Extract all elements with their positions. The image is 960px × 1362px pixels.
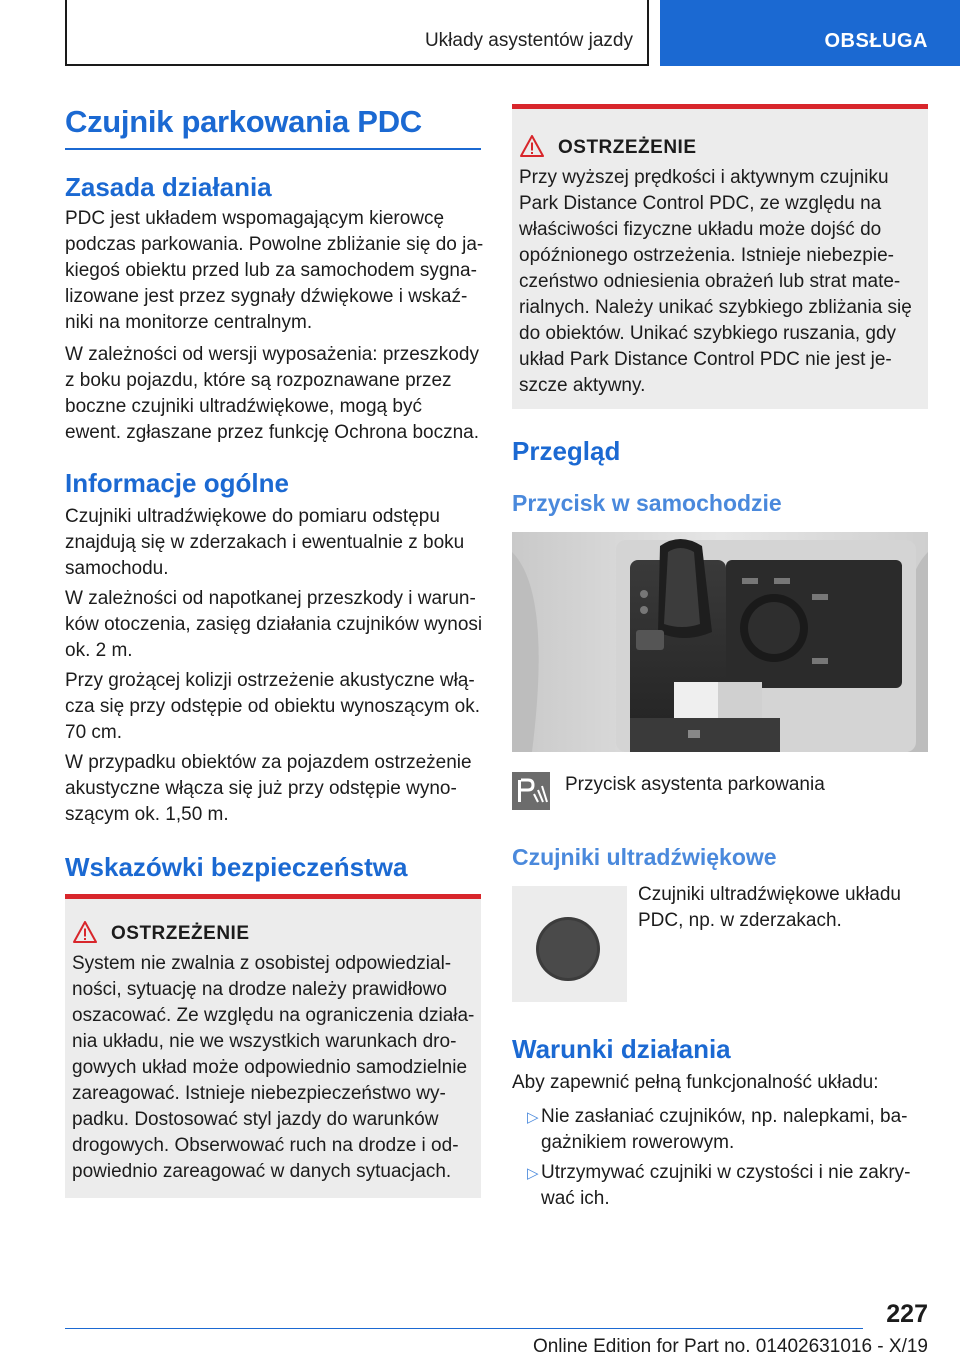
page-number: 227	[886, 1300, 928, 1328]
title-rule	[65, 148, 481, 150]
header-chapter-tab	[660, 0, 960, 66]
heading-safety: Wskazówki bezpieczeństwa	[65, 852, 408, 882]
footer-rule	[65, 1328, 863, 1329]
text-line: do obiektów. Unikać szybkiego ruszania, gdy	[519, 323, 897, 344]
text-line: opóźnionego ostrzeżenia. Istnieje niebezpie‐	[519, 245, 894, 266]
principle-paragraph-2	[65, 342, 485, 446]
safety-warning-box	[65, 894, 481, 1198]
text-line: akustyczne włącza się już przy odstępie wyno‐	[65, 778, 457, 799]
text-line: zareagować. Istnieje niebezpieczeństwo wy‐	[72, 1083, 446, 1104]
text-line: Utrzymywać czujniki w czystości i nie zakry‐	[541, 1162, 911, 1183]
text-line: 70 cm.	[65, 722, 123, 743]
parking-assistant-glyph	[512, 772, 550, 810]
warning-title: OSTRZEŻENIE	[111, 923, 250, 944]
text-line: powiednio zareagować w danych sytuacjach.	[72, 1161, 452, 1182]
text-line: Park Distance Control PDC, ze względu na	[519, 193, 882, 214]
text-line: właściwości fizyczne układu może dojść do	[519, 219, 882, 240]
speed-warning-box	[512, 104, 928, 409]
condition-item	[541, 1160, 931, 1212]
general-paragraph-3	[65, 668, 485, 746]
text-line: W zależności od wersji wyposażenia: przeszkody	[65, 344, 479, 365]
warning-text	[72, 951, 478, 1185]
header-section-title: Układy asystentów jazdy	[424, 30, 633, 51]
warning-title: OSTRZEŻENIE	[558, 137, 697, 158]
text-line: PDC, np. w zderzakach.	[638, 910, 842, 931]
sensors-text	[638, 882, 928, 934]
button-caption: Przycisk asystenta parkowania	[565, 774, 825, 795]
general-paragraph-4	[65, 750, 485, 828]
heading-general: Informacje ogólne	[65, 468, 289, 498]
text-line: Czujniki ultradźwiękowe układu	[638, 884, 901, 905]
page-title: Czujnik parkowania PDC	[65, 104, 422, 139]
text-line: wać ich.	[541, 1188, 610, 1209]
header-chapter-title: OBSŁUGA	[824, 30, 928, 52]
text-line: rialnych. Należy unikać szybkiego zbliżania się	[519, 297, 912, 318]
text-line: szcze aktywny.	[519, 375, 646, 396]
text-line: gowych układ może odpowiednio samodzielnie	[72, 1057, 468, 1078]
text-line: boczne czujniki ultradźwiękowe, mogą być	[65, 396, 422, 417]
text-line: samochodu.	[65, 558, 169, 579]
text-line: System nie zwalnia z osobistej odpowiedzial‐	[72, 953, 452, 974]
heading-button: Przycisk w samochodzie	[512, 490, 782, 516]
text-line: Nie zasłaniać czujników, np. nalepkami, ba‐	[541, 1106, 908, 1127]
general-paragraph-1	[65, 504, 485, 582]
ultrasonic-sensor-image	[512, 886, 627, 1002]
triangle-bullet-icon: ▷	[527, 1165, 539, 1182]
conditions-intro: Aby zapewnić pełną funkcjonalność układu:	[512, 1072, 879, 1093]
text-line: gażnikiem rowerowym.	[541, 1132, 735, 1153]
text-line: W zależności od napotkanej przeszkody i warun‐	[65, 588, 476, 609]
center-console-illustration	[512, 532, 928, 752]
text-line: padku. Dostosować styl jazdy do warunków	[72, 1109, 439, 1130]
text-line: niki na monitorze centralnym.	[65, 312, 313, 333]
header-section-tab	[65, 0, 649, 66]
heading-conditions: Warunki działania	[512, 1034, 731, 1064]
text-line: Czujniki ultradźwiękowe do pomiaru odstępu	[65, 506, 440, 527]
text-line: drogowych. Obserwować ruch na drodze i od‐	[72, 1135, 459, 1156]
principle-paragraph-1	[65, 206, 485, 336]
heading-overview: Przegląd	[512, 436, 621, 466]
warning-triangle-icon	[520, 135, 544, 157]
text-line: ok. 2 m.	[65, 640, 133, 661]
heading-principle: Zasada działania	[65, 172, 272, 202]
text-line: Przy wyższej prędkości i aktywnym czujniku	[519, 167, 889, 188]
text-line: podczas parkowania. Powolne zbliżanie się do ja‐	[65, 234, 484, 255]
triangle-bullet-icon: ▷	[527, 1109, 539, 1126]
center-console-photo	[512, 532, 928, 752]
page-header	[0, 0, 960, 66]
text-line: czeństwo odniesienia obrażeń lub strat mate‐	[519, 271, 901, 292]
footer-edition: Online Edition for Part no. 01402631016 - X/19	[532, 1336, 928, 1357]
warning-text	[519, 165, 925, 399]
text-line: nia układu, nie we wszystkich warunkach dro‐	[72, 1031, 457, 1052]
text-line: cza się przy odstępie od obiektu wynoszącym ok.	[65, 696, 481, 717]
text-line: PDC jest układem wspomagającym kierowcę	[65, 208, 445, 229]
parking-assistant-icon	[512, 772, 550, 810]
condition-item	[541, 1104, 931, 1156]
text-line: lizowane jest przez sygnały dźwiękowe i wskaź‐	[65, 286, 468, 307]
text-line: znajdują się w zderzakach i ewentualnie z boku	[65, 532, 465, 553]
text-line: ewent. zgłaszane przez funkcję Ochrona boczna.	[65, 422, 480, 443]
text-line: z boku pojazdu, które są rozpoznawane przez	[65, 370, 452, 391]
text-line: ków otoczenia, zasięg działania czujników wynosi	[65, 614, 483, 635]
text-line: szącym ok. 1,50 m.	[65, 804, 229, 825]
text-line: W przypadku obiektów za pojazdem ostrzeżenie	[65, 752, 472, 773]
warning-triangle-icon	[73, 921, 97, 943]
ultrasonic-sensor-illustration	[512, 886, 627, 1002]
general-paragraph-2	[65, 586, 485, 664]
heading-sensors: Czujniki ultradźwiękowe	[512, 844, 777, 870]
text-line: ności, sytuację na drodze należy prawidłowo	[72, 979, 447, 1000]
text-line: układ Park Distance Control PDC nie jest je‐	[519, 349, 892, 370]
text-line: kiegoś obiektu przed lub za samochodem sygna‐	[65, 260, 477, 281]
text-line: Przy grożącej kolizji ostrzeżenie akustyczne włą‐	[65, 670, 475, 691]
text-line: oszacować. Ze względu na ograniczenia działa‐	[72, 1005, 475, 1026]
